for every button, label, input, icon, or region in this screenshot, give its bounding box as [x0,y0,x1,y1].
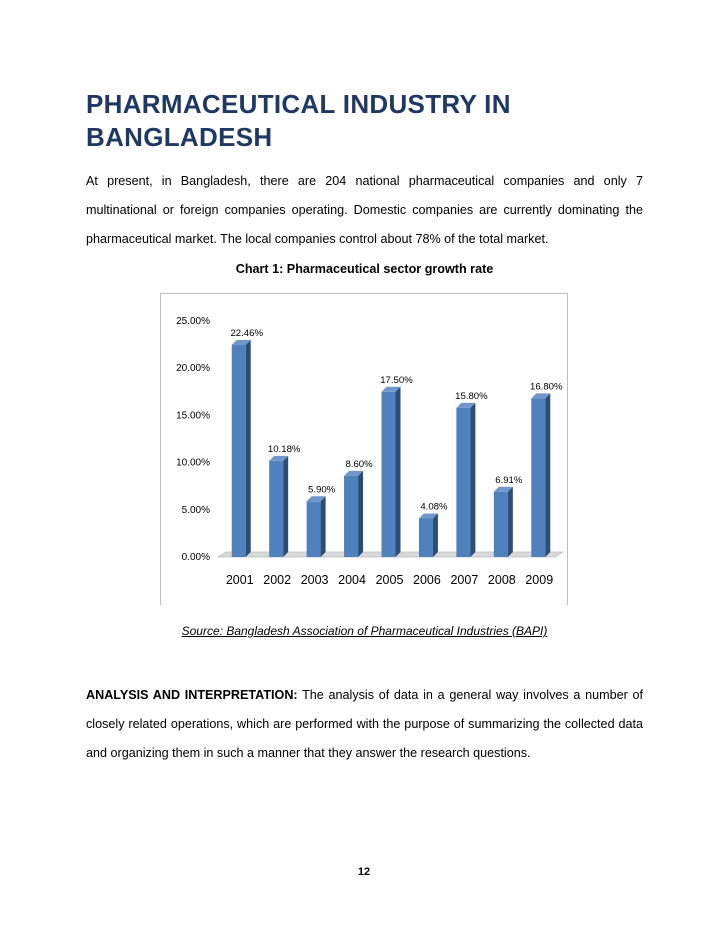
bar-2002 [269,461,283,557]
intro-paragraph: At present, in Bangladesh, there are 204 national pharmaceutical companies and only 7 multinational or foreign companies operating. Domestic companies are currently dominating the pharmaceutical market. The local companies control about 78% of the total market. [86,174,643,246]
data-label: 16.80% [530,381,563,393]
bar-2003 [307,501,321,557]
data-label: 10.18% [267,443,301,455]
x-tick-label: 2007 [450,573,479,587]
x-tick-label: 2004 [338,573,366,587]
page-title-line-1: PHARMACEUTICAL INDUSTRY IN [86,89,511,119]
x-tick-label: 2006 [413,573,441,587]
bar-side-2004 [358,471,363,557]
page-title-line-2: BANGLADESH [86,122,273,152]
analysis-text: The analysis of data in a general way involves a number of closely related operations, which are performed with the purpose of summarizing the collected data and organizing them in such a manner that they answer the research questions. [86,688,643,760]
bar-side-2008 [508,487,513,557]
y-tick-label: 10.00% [176,457,210,469]
bar-side-2007 [470,403,475,557]
bar-2004 [344,476,358,557]
bar-2007 [456,408,470,557]
y-tick-label: 20.00% [176,363,210,375]
y-tick-label: 25.00% [176,316,210,327]
analysis-paragraph [86,681,643,768]
y-tick-label: 5.00% [181,504,210,516]
bar-2008 [494,492,508,557]
page-title [86,88,646,154]
page-number: 12 [357,866,371,878]
bar-2005 [382,392,396,557]
bar-side-2001 [246,340,251,557]
x-tick-label: 2002 [263,573,292,587]
x-tick-label: 2005 [375,573,404,587]
bar-side-2002 [283,456,288,557]
data-label: 17.50% [380,374,413,386]
y-axis [176,316,210,563]
bar-2006 [419,518,433,557]
x-axis [226,573,553,587]
bar-2009 [531,398,545,557]
x-tick-label: 2001 [225,573,254,587]
bar-side-2003 [321,496,326,557]
chart-source: Source: Bangladesh Association of Pharmaceutical Industries (BAPI) [181,624,548,638]
x-tick-label: 2008 [487,573,516,587]
bar-2001 [232,345,246,557]
analysis-heading: ANALYSIS AND INTERPRETATION: [86,688,298,702]
growth-rate-chart [160,293,568,605]
data-label: 8.60% [345,458,373,470]
data-label: 4.08% [420,501,448,513]
bar-side-2009 [545,393,550,557]
chart-caption: Chart 1: Pharmaceutical sector growth rate [235,262,494,276]
data-label: 6.91% [495,474,523,486]
data-label: 15.80% [455,390,488,402]
data-label: 5.90% [308,484,336,496]
x-tick-label: 2003 [300,573,329,587]
data-label: 22.46% [230,327,263,339]
y-tick-label: 0.00% [181,552,210,563]
x-tick-label: 2009 [525,573,554,587]
chart-svg [160,293,568,605]
y-tick-label: 15.00% [176,410,210,422]
bar-side-2005 [396,387,401,557]
bar-side-2006 [433,513,438,557]
